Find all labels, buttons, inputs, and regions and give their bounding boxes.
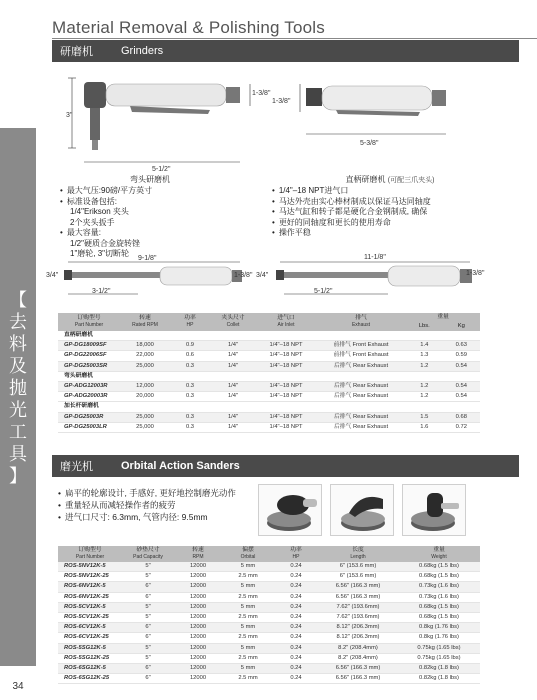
- table-cell: 20,000: [120, 392, 170, 402]
- table-cell: 5 mm: [222, 562, 274, 572]
- table-cell: 0.3: [170, 422, 210, 432]
- table-cell: ROS-5CV12K-5: [58, 602, 122, 612]
- straight-dim-head: 1-3/8": [272, 98, 291, 105]
- table-cell: ROS-5NV12K-5: [58, 562, 122, 572]
- table-cell: 0.75kg (1.65 lbs): [398, 643, 480, 653]
- table-cell: 1/4": [210, 341, 256, 351]
- col-header: 功率 HP: [170, 313, 210, 331]
- straight-feature-list: [272, 186, 431, 239]
- sanders-section-en: Orbital Action Sanders: [121, 460, 240, 472]
- table-cell: 0.24: [274, 623, 318, 633]
- angle-dim-head: 1-3/8": [252, 90, 271, 97]
- table-cell: 0.24: [274, 572, 318, 582]
- angle-dim-length: 5-1/2": [152, 166, 171, 173]
- table-row: [58, 361, 480, 371]
- table-cell: 1/4": [210, 361, 256, 371]
- table-group-row: [58, 371, 480, 381]
- table-cell: 0.68: [443, 412, 480, 422]
- table-cell: 0.24: [274, 633, 318, 643]
- table-cell: 12000: [174, 653, 222, 663]
- long-angle-dim-head: 1-3/8": [234, 272, 253, 279]
- table-cell: 0.72: [443, 422, 480, 432]
- table-cell: 0.63: [443, 341, 480, 351]
- table-cell: 0.24: [274, 643, 318, 653]
- table-cell: 8.2" (208.4mm): [318, 653, 398, 663]
- table-cell: 0.3: [170, 392, 210, 402]
- feature-item: • 最大气压:90磅/平方英寸: [60, 186, 152, 197]
- table-cell: 0.24: [274, 602, 318, 612]
- table-header-row: [58, 546, 480, 562]
- straight-caption-note: (可配三爪夹头): [387, 177, 435, 184]
- table-cell: 2.5 mm: [222, 572, 274, 582]
- table-row: [58, 613, 480, 623]
- side-char: 料: [9, 334, 27, 355]
- table-cell: 6.56" (166.3 mm): [318, 582, 398, 592]
- table-group-row: [58, 402, 480, 412]
- col-header: 长度 Length: [318, 546, 398, 562]
- side-char: 去: [9, 312, 27, 333]
- table-cell: 5 mm: [222, 623, 274, 633]
- long-straight-grinder-image: [270, 256, 480, 302]
- col-header: 排气 Exhaust: [316, 313, 406, 331]
- table-cell: 8.12" (206.3mm): [318, 633, 398, 643]
- sander-icon: [259, 485, 323, 537]
- table-cell: 8.2" (208.4mm): [318, 643, 398, 653]
- table-cell: 1.2: [406, 382, 443, 392]
- table-row: [58, 412, 480, 422]
- table-cell: 12000: [174, 633, 222, 643]
- table-cell: 2.5 mm: [222, 674, 274, 684]
- table-cell: 6.56" (166.3 mm): [318, 664, 398, 674]
- col-header: 转速 RPM: [174, 546, 222, 562]
- straight-caption-cn: 直柄研磨机: [345, 175, 386, 184]
- table-cell: 6": [122, 592, 174, 602]
- table-cell: GP-ADG20003R: [58, 392, 120, 402]
- table-row: [58, 602, 480, 612]
- col-header: 订购型号 Part Number: [58, 313, 120, 331]
- table-row: [58, 582, 480, 592]
- table-cell: 5": [122, 572, 174, 582]
- table-cell: 后排气 Rear Exhaust: [316, 412, 406, 422]
- sander-image: [258, 484, 322, 536]
- table-cell: ROS-6SG12K-25: [58, 674, 122, 684]
- table-cell: 1.3: [406, 351, 443, 361]
- feature-item: • 马达外壳由实心棒材制成以保证马达同轴度: [272, 197, 431, 208]
- table-cell: ROS-6CV12K-25: [58, 633, 122, 643]
- table-cell: 6": [122, 664, 174, 674]
- table-cell: 6.56" (166.3 mm): [318, 674, 398, 684]
- table-cell: 0.75kg (1.65 lbs): [398, 653, 480, 663]
- table-cell: 1/4"–18 NPT: [256, 382, 316, 392]
- table-cell: 2.5 mm: [222, 633, 274, 643]
- table-cell: GP-DG25003SR: [58, 361, 120, 371]
- table-row: [58, 351, 480, 361]
- table-cell: 5": [122, 602, 174, 612]
- table-cell: 0.9: [170, 341, 210, 351]
- table-cell: ROS-5SG12K-5: [58, 643, 122, 653]
- table-row: [58, 572, 480, 582]
- table-cell: GP-DG25003LR: [58, 422, 120, 432]
- table-cell: 1/4"–18 NPT: [256, 341, 316, 351]
- table-cell: 12000: [174, 664, 222, 674]
- feature-item: 1"磨轮, 3"切断轮: [70, 249, 130, 258]
- table-cell: 0.24: [274, 613, 318, 623]
- page-number: 34: [0, 672, 36, 700]
- side-bracket-close: 】: [9, 466, 27, 487]
- sanders-section-bar: [52, 455, 519, 477]
- table-cell: 0.82kg (1.8 lbs): [398, 664, 480, 674]
- long-straight-dim-side: 3/4": [256, 272, 269, 279]
- straight-grinder-caption: [300, 174, 480, 185]
- col-header: 偏摆 Orbital: [222, 546, 274, 562]
- grinder-spec-table: [58, 313, 480, 433]
- grinder-table-body: [58, 331, 480, 433]
- table-cell: GP-DG25003R: [58, 412, 120, 422]
- table-cell: 0.24: [274, 582, 318, 592]
- col-header: 订购型号 Part Number: [58, 546, 122, 562]
- table-cell: 1/4": [210, 412, 256, 422]
- table-row: [58, 674, 480, 684]
- table-cell: 12000: [174, 562, 222, 572]
- table-cell: 18,000: [120, 341, 170, 351]
- table-cell: 2.5 mm: [222, 613, 274, 623]
- table-cell: 0.54: [443, 382, 480, 392]
- side-bracket-open: 【: [9, 290, 27, 311]
- table-cell: 2.5 mm: [222, 653, 274, 663]
- group-label: 弯头研磨机: [58, 371, 480, 381]
- table-cell: 0.82kg (1.8 lbs): [398, 674, 480, 684]
- table-cell: 6" (153.6 mm): [318, 562, 398, 572]
- sanders-section-cn: 磨光机: [60, 461, 93, 473]
- table-cell: ROS-6CV12K-5: [58, 623, 122, 633]
- sander-feature-list: [58, 487, 236, 523]
- table-cell: 后排气 Rear Exhaust: [316, 382, 406, 392]
- sander-table-body: [58, 562, 480, 684]
- table-cell: 5": [122, 643, 174, 653]
- table-cell: 0.24: [274, 562, 318, 572]
- angle-dim-height: 3": [66, 112, 73, 119]
- table-cell: 25,000: [120, 361, 170, 371]
- table-cell: 0.73kg (1.6 lbs): [398, 592, 480, 602]
- col-header: 重量: [406, 313, 480, 322]
- table-cell: 22,000: [120, 351, 170, 361]
- table-cell: 后排气 Rear Exhaust: [316, 392, 406, 402]
- feature-item: • 扁平的轮廓设计, 手感好, 更好地控制磨光动作: [58, 487, 236, 499]
- table-cell: 25,000: [120, 412, 170, 422]
- table-cell: 后排气 Rear Exhaust: [316, 422, 406, 432]
- long-angle-dim-side: 3/4": [46, 272, 59, 279]
- table-cell: 0.73kg (1.6 lbs): [398, 582, 480, 592]
- table-cell: 12000: [174, 613, 222, 623]
- table-cell: 前排气 Front Exhaust: [316, 341, 406, 351]
- table-cell: 0.24: [274, 674, 318, 684]
- long-angle-dim-body: 3-1/2": [92, 288, 111, 295]
- table-cell: 1/4"–18 NPT: [256, 412, 316, 422]
- side-char: 光: [9, 400, 27, 421]
- table-cell: 5": [122, 613, 174, 623]
- table-row: [58, 592, 480, 602]
- table-cell: 1/4": [210, 382, 256, 392]
- table-cell: 0.68kg (1.5 lbs): [398, 602, 480, 612]
- table-row: [58, 623, 480, 633]
- col-header: Lbs.: [406, 322, 443, 331]
- feature-item: • 进气口尺寸: 6.3mm, 气管内径: 9.5mm: [58, 511, 236, 523]
- table-cell: 5 mm: [222, 602, 274, 612]
- table-cell: ROS-6NV12K-5: [58, 582, 122, 592]
- sander-icon: [403, 485, 467, 537]
- table-cell: 5": [122, 653, 174, 663]
- grinders-section-bar: [52, 40, 519, 62]
- angle-grinder-image: [60, 70, 260, 170]
- table-cell: ROS-6NV12K-25: [58, 592, 122, 602]
- col-header: 进气口 Air Inlet: [256, 313, 316, 331]
- table-row: [58, 382, 480, 392]
- table-cell: 8.12" (206.3mm): [318, 623, 398, 633]
- table-cell: 0.8kg (1.76 lbs): [398, 633, 480, 643]
- table-cell: 0.24: [274, 653, 318, 663]
- feature-item: • 1/4"–18 NPT进气口: [272, 186, 431, 197]
- angle-feature-list: [60, 186, 152, 260]
- col-header: 砂垫尺寸 Pad Capacity: [122, 546, 174, 562]
- long-straight-dim-head: 1-3/8": [466, 270, 485, 277]
- table-cell: 7.62" (193.6mm): [318, 602, 398, 612]
- table-cell: 5 mm: [222, 643, 274, 653]
- table-cell: ROS-5SG12K-25: [58, 653, 122, 663]
- straight-dim-length: 5-3/8": [360, 140, 379, 147]
- col-header: 功率 HP: [274, 546, 318, 562]
- table-cell: 12000: [174, 582, 222, 592]
- table-cell: 1.5: [406, 412, 443, 422]
- table-cell: 后排气 Rear Exhaust: [316, 361, 406, 371]
- side-char: 抛: [9, 378, 27, 399]
- table-row: [58, 422, 480, 432]
- feature-item: 2个夹头扳手: [70, 217, 115, 227]
- table-cell: GP-ADG12003R: [58, 382, 120, 392]
- long-angle-dim-total: 9-1/8": [138, 255, 157, 262]
- angle-grinder-caption: 弯头研磨机: [130, 175, 170, 184]
- table-cell: 12000: [174, 623, 222, 633]
- feature-item: • 最大容量:: [60, 228, 152, 239]
- table-cell: 12000: [174, 643, 222, 653]
- table-cell: 1.2: [406, 392, 443, 402]
- table-cell: 0.68kg (1.5 lbs): [398, 613, 480, 623]
- table-cell: 前排气 Front Exhaust: [316, 351, 406, 361]
- table-row: [58, 664, 480, 674]
- table-cell: 0.24: [274, 592, 318, 602]
- table-cell: 6": [122, 582, 174, 592]
- table-row: [58, 653, 480, 663]
- table-cell: 1/4": [210, 422, 256, 432]
- table-cell: 0.54: [443, 392, 480, 402]
- group-label: 加长杆研磨机: [58, 402, 480, 412]
- table-cell: 6" (153.6 mm): [318, 572, 398, 582]
- long-straight-dim-total: 11-1/8": [364, 254, 386, 261]
- col-header: 重量 Weight: [398, 546, 480, 562]
- table-row: [58, 633, 480, 643]
- table-row: [58, 392, 480, 402]
- table-cell: 1/4"–18 NPT: [256, 392, 316, 402]
- feature-item: • 标准设备包括:: [60, 197, 152, 208]
- title-rule: [52, 38, 537, 39]
- table-cell: 1/4"–18 NPT: [256, 351, 316, 361]
- side-char: 具: [9, 444, 27, 465]
- table-cell: 0.68kg (1.5 lbs): [398, 562, 480, 572]
- table-cell: 1/4"–18 NPT: [256, 361, 316, 371]
- table-cell: 1/4": [210, 351, 256, 361]
- table-cell: 12000: [174, 674, 222, 684]
- sander-image: [330, 484, 394, 536]
- sander-image: [402, 484, 466, 536]
- table-cell: 6": [122, 633, 174, 643]
- table-cell: 1/4"–18 NPT: [256, 422, 316, 432]
- side-char: 及: [9, 356, 27, 377]
- table-cell: 2.5 mm: [222, 592, 274, 602]
- sander-icon: [331, 485, 395, 537]
- long-straight-dim-body: 5-1/2": [314, 288, 333, 295]
- table-cell: 12000: [174, 602, 222, 612]
- table-cell: ROS-5NV12K-25: [58, 572, 122, 582]
- group-label: 直柄研磨机: [58, 331, 480, 341]
- table-cell: 0.54: [443, 361, 480, 371]
- table-cell: 5 mm: [222, 664, 274, 674]
- col-header: 转速 Rated RPM: [120, 313, 170, 331]
- table-cell: 1.4: [406, 341, 443, 351]
- table-cell: 12000: [174, 592, 222, 602]
- grinders-section-cn: 研磨机: [60, 46, 93, 58]
- feature-item: • 操作平稳: [272, 228, 431, 239]
- table-cell: 0.8kg (1.76 lbs): [398, 623, 480, 633]
- straight-grinder-image: [292, 78, 492, 148]
- table-cell: GP-DG18009SF: [58, 341, 120, 351]
- table-cell: 1/4": [210, 392, 256, 402]
- table-cell: 5": [122, 562, 174, 572]
- table-cell: 1.6: [406, 422, 443, 432]
- table-cell: 25,000: [120, 422, 170, 432]
- table-group-row: [58, 331, 480, 341]
- sander-spec-table: [58, 546, 480, 684]
- table-cell: GP-DG22006SF: [58, 351, 120, 361]
- table-cell: 0.24: [274, 664, 318, 674]
- feature-item: 1/4"Erikson 夹头: [70, 207, 129, 216]
- feature-item: • 更好的同轴度和更长的使用寿命: [272, 218, 431, 229]
- side-tab-label: [5, 290, 31, 488]
- table-cell: 0.6: [170, 351, 210, 361]
- table-cell: 0.3: [170, 412, 210, 422]
- table-cell: 0.59: [443, 351, 480, 361]
- side-char: 工: [9, 422, 27, 443]
- table-cell: ROS-5CV12K-25: [58, 613, 122, 623]
- table-cell: 6": [122, 674, 174, 684]
- table-header-row: [58, 313, 480, 322]
- table-cell: 0.3: [170, 361, 210, 371]
- table-cell: 12,000: [120, 382, 170, 392]
- table-cell: 0.3: [170, 382, 210, 392]
- table-cell: 6": [122, 623, 174, 633]
- table-row: [58, 643, 480, 653]
- feature-item: • 马达气缸和转子都是硬化合金钢制成, 确保: [272, 207, 431, 218]
- table-row: [58, 562, 480, 572]
- page-title: Material Removal & Polishing Tools: [52, 18, 325, 37]
- table-cell: 0.68kg (1.5 lbs): [398, 572, 480, 582]
- table-cell: ROS-6SG12K-5: [58, 664, 122, 674]
- table-cell: 5 mm: [222, 582, 274, 592]
- long-angle-grinder-image: [58, 256, 258, 302]
- table-row: [58, 341, 480, 351]
- table-cell: 1.2: [406, 361, 443, 371]
- table-cell: 6.56" (166.3 mm): [318, 592, 398, 602]
- feature-item: 1/2"硬质合金旋转锉: [70, 238, 140, 248]
- col-header: 夹头尺寸 Collet: [210, 313, 256, 331]
- grinders-section-en: Grinders: [121, 45, 164, 57]
- feature-item: • 重量轻从而减轻操作者的疲劳: [58, 499, 236, 511]
- table-cell: 7.62" (193.6mm): [318, 613, 398, 623]
- col-header: Kg: [443, 322, 480, 331]
- table-cell: 12000: [174, 572, 222, 582]
